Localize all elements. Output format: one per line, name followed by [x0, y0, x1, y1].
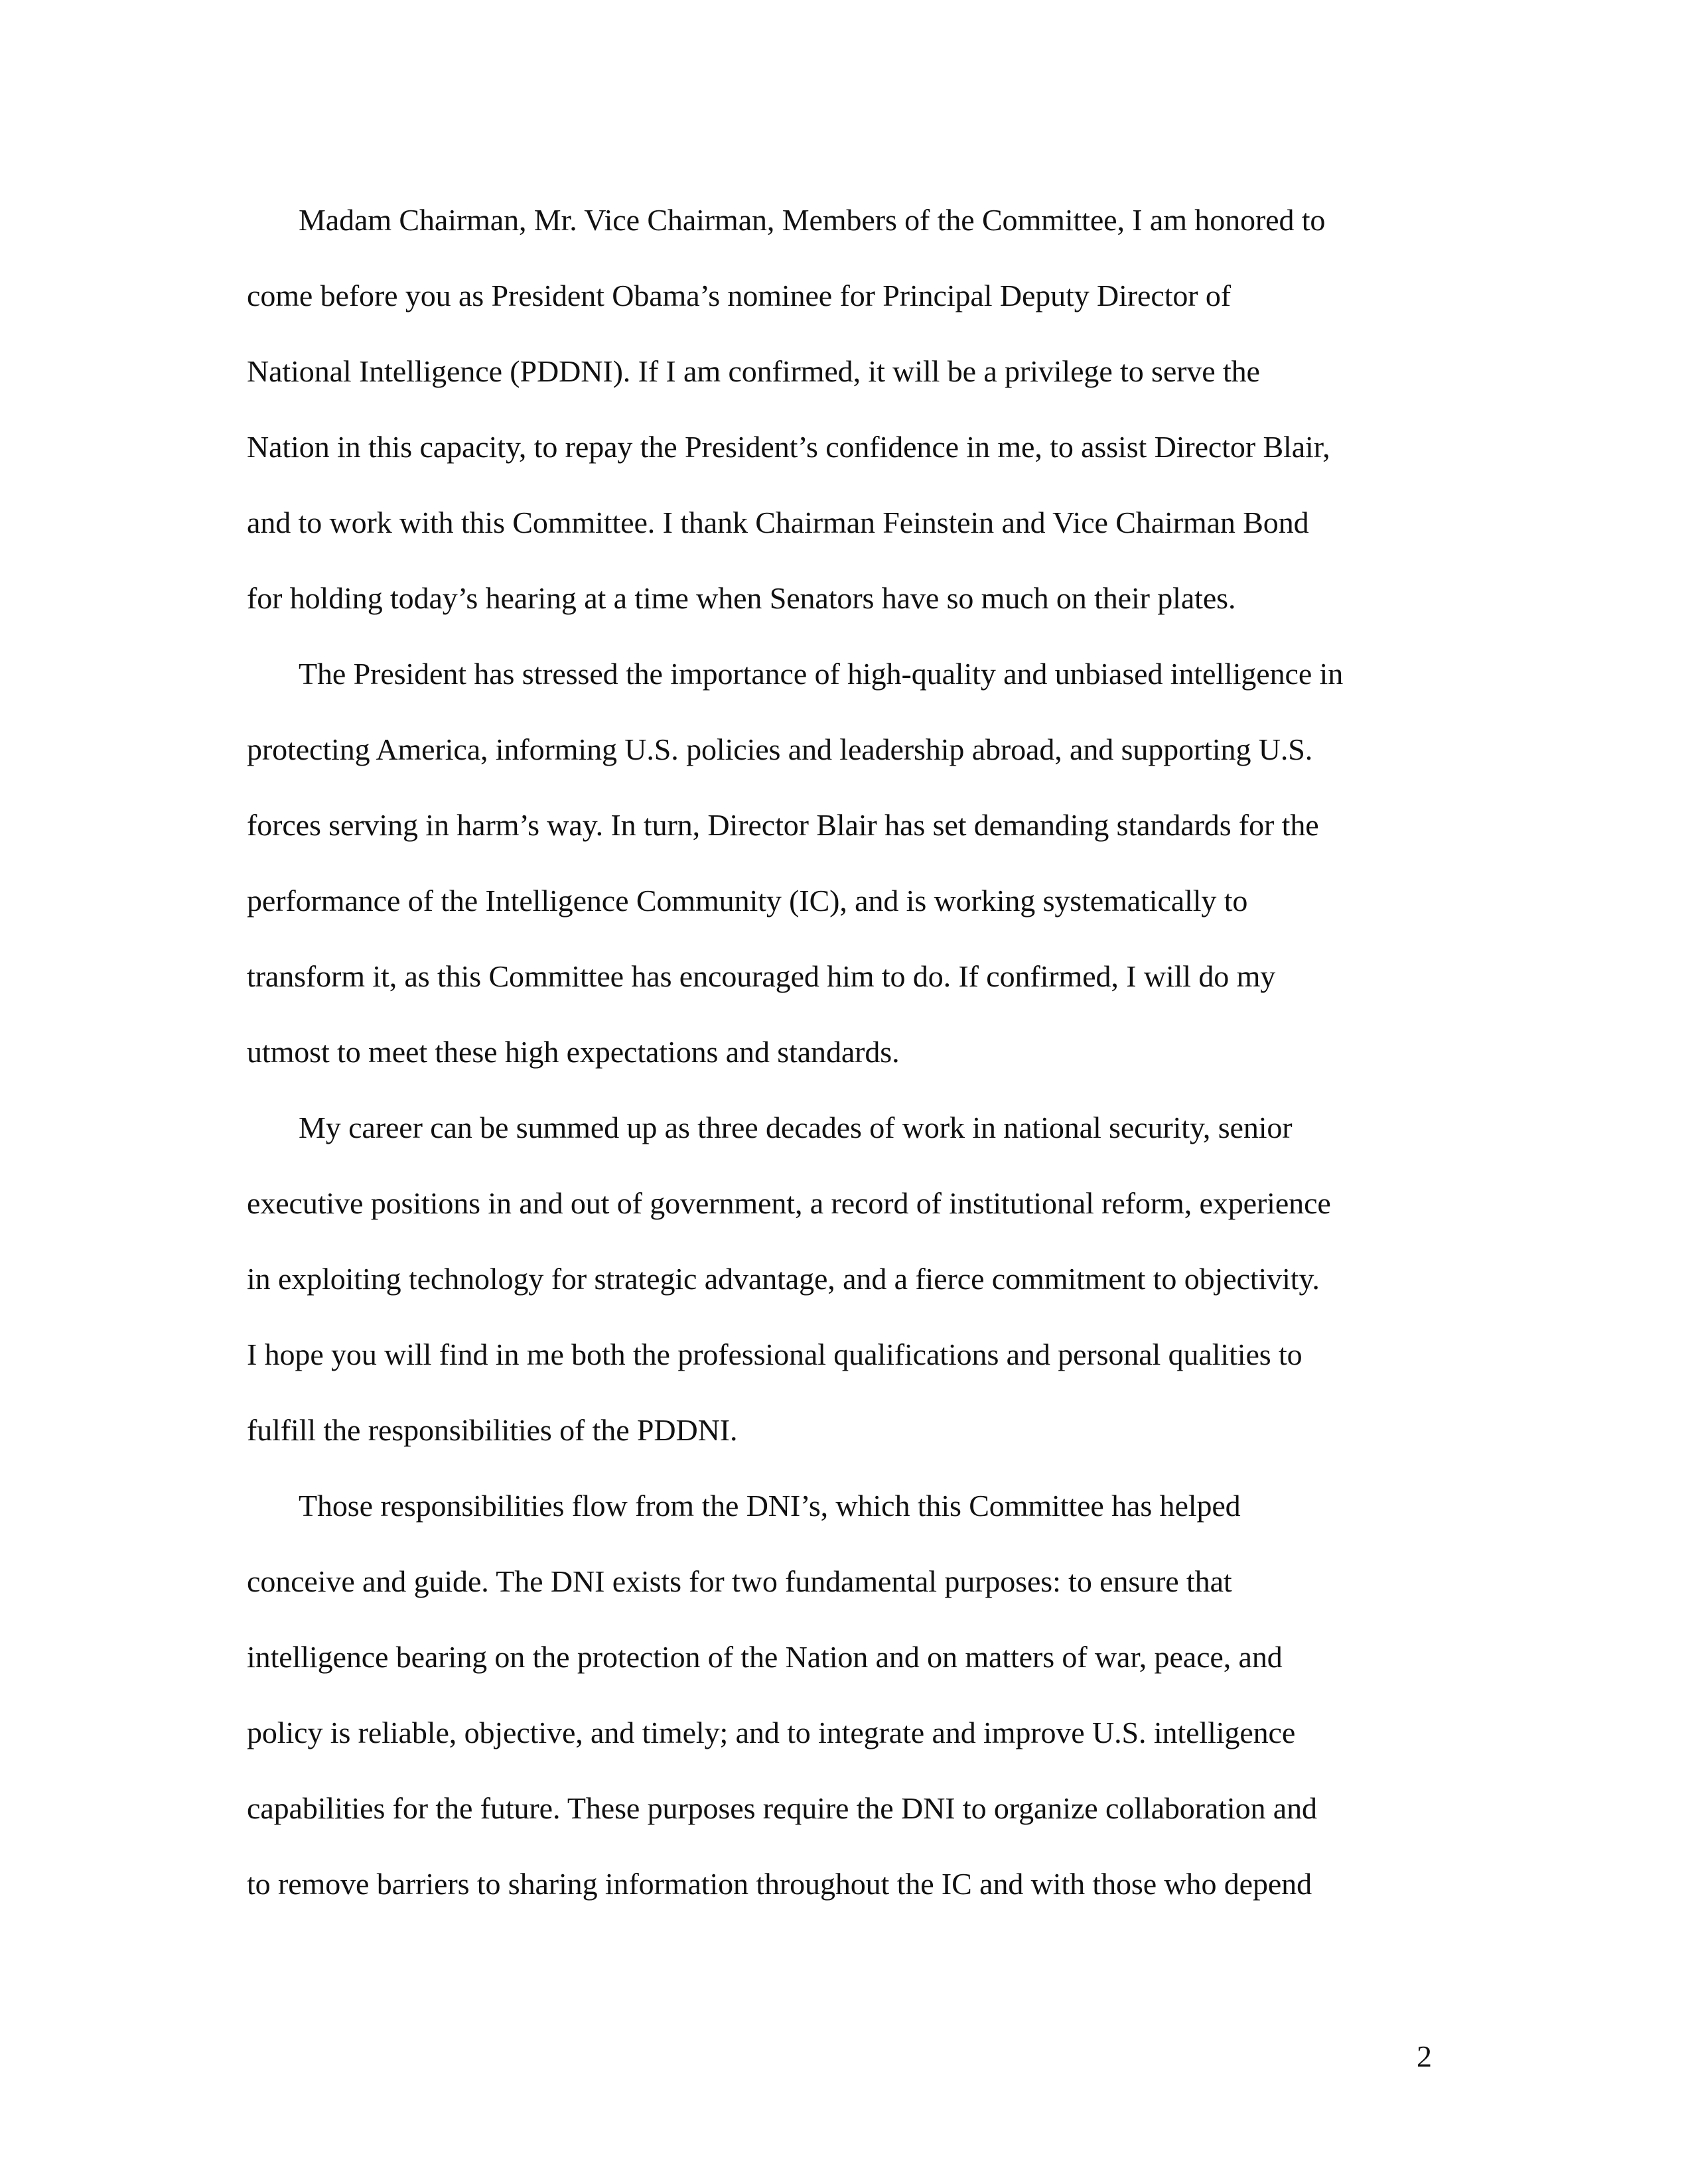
- paragraph-2-line-4: performance of the Intelligence Community (IC), and is working systematically to: [247, 884, 1248, 918]
- paragraph-1-line-5: and to work with this Committee. I thank Chairman Feinstein and Vice Chairman Bond: [247, 506, 1309, 539]
- paragraph-1-line-1: Madam Chairman, Mr. Vice Chairman, Members of the Committee, I am honored to: [299, 203, 1326, 237]
- paragraph-4-line-1: Those responsibilities flow from the DNI’s, which this Committee has helped: [299, 1489, 1241, 1523]
- paragraph-4-line-3: intelligence bearing on the protection of the Nation and on matters of war, peace, and: [247, 1640, 1283, 1674]
- paragraph-1-line-3: National Intelligence (PDDNI). If I am confirmed, it will be a privilege to serve the: [247, 354, 1260, 388]
- paragraph-4-line-6: to remove barriers to sharing information throughout the IC and with those who depend: [247, 1867, 1312, 1901]
- paragraph-1-line-6: for holding today’s hearing at a time when Senators have so much on their plates.: [247, 581, 1236, 615]
- paragraph-3-line-2: executive positions in and out of government, a record of institutional reform, experience: [247, 1186, 1331, 1220]
- paragraph-2-line-1: The President has stressed the importance of high-quality and unbiased intelligence in: [299, 657, 1344, 691]
- paragraph-3-line-1: My career can be summed up as three decades of work in national security, senior: [299, 1111, 1293, 1144]
- paragraph-4-line-5: capabilities for the future. These purposes require the DNI to organize collaboration and: [247, 1791, 1317, 1825]
- paragraph-2-line-3: forces serving in harm’s way. In turn, Director Blair has set demanding standards for the: [247, 808, 1319, 842]
- page-number: 2: [1417, 2039, 1432, 2073]
- paragraph-1-line-2: come before you as President Obama’s nominee for Principal Deputy Director of: [247, 279, 1232, 312]
- paragraph-3-line-3: in exploiting technology for strategic advantage, and a fierce commitment to objectivity.: [247, 1262, 1320, 1296]
- paragraph-2-line-2: protecting America, informing U.S. policies and leadership abroad, and supporting U.S.: [247, 732, 1313, 766]
- paragraph-3-line-5: fulfill the responsibilities of the PDDNI.: [247, 1413, 738, 1447]
- paragraph-1-line-4: Nation in this capacity, to repay the President’s confidence in me, to assist Director Blair,: [247, 430, 1330, 464]
- paragraph-4-line-4: policy is reliable, objective, and timely; and to integrate and improve U.S. intelligence: [247, 1716, 1296, 1749]
- paragraph-3-line-4: I hope you will find in me both the professional qualifications and personal qualities to: [247, 1337, 1303, 1371]
- document-body: [247, 192, 1435, 1932]
- paragraph-2-line-5: transform it, as this Committee has encouraged him to do. If confirmed, I will do my: [247, 959, 1276, 993]
- paragraph-4-line-2: conceive and guide. The DNI exists for two fundamental purposes: to ensure that: [247, 1564, 1232, 1598]
- paragraph-2-line-6: utmost to meet these high expectations and standards.: [247, 1035, 900, 1069]
